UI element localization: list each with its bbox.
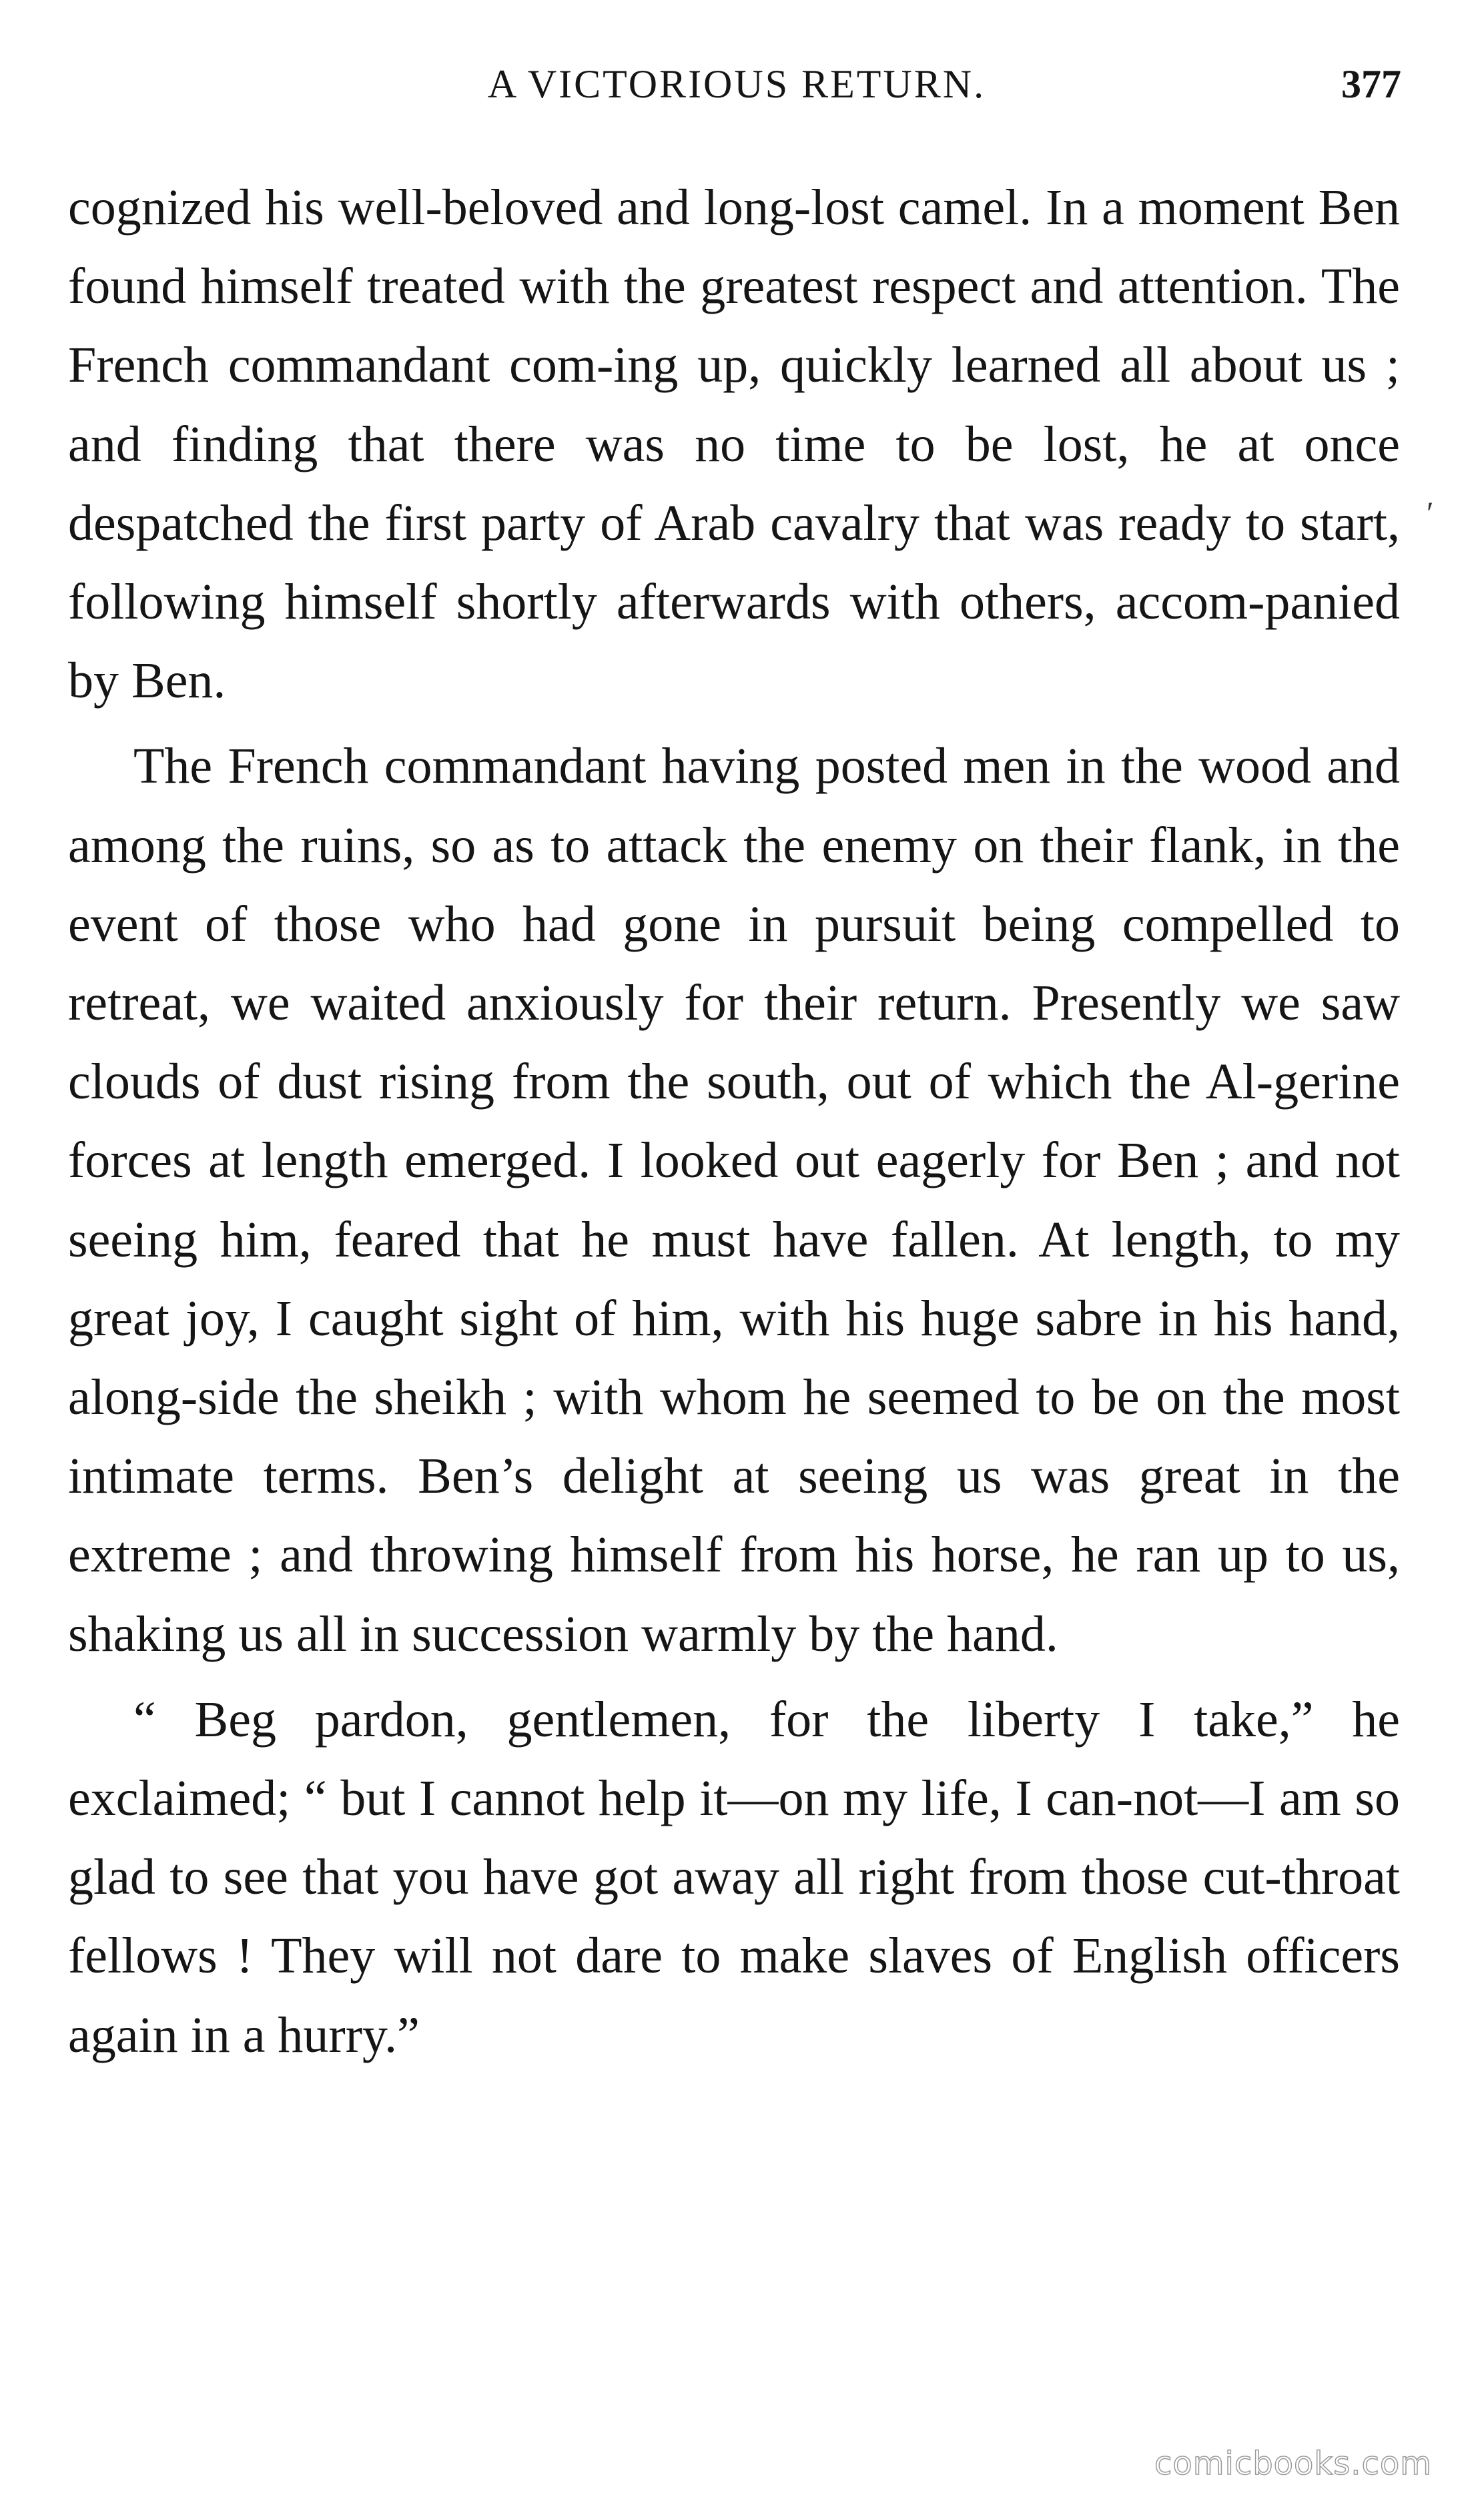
- paragraph-commandant: The French commandant having posted men in the wood and among the ruins, so as to attack the enemy on their flank, in the event of those who had gone in pursuit being compelled to retreat, we waited anxiously for their return. Presently we saw clouds of dust rising from the south, out of which the Al-gerine forces at length emerged. I looked out eagerly for Ben ; and not seeing him, feared that he must have fallen. At length, to my great joy, I caught sight of him, with his huge sabre in his hand, along-side the sheikh ; with whom he seemed to be on the most intimate terms. Ben’s delight at seeing us was great in the extreme ; and throwing himself from his horse, he ran up to us, shaking us all in succession warmly by the hand.: [68, 738, 1400, 1662]
- paragraph-continued: cognized his well-beloved and long-lost camel. In a moment Ben found himself treated with the greatest respect and attention. The French commandant com-ing up, quickly learned all about us ; and finding that there was no time to be lost, he at once despatched the first party of Arab cavalry that was ready to start, following himself shortly afterwards with others, accom-panied by Ben.: [68, 180, 1400, 709]
- watermark: comicbooks.com: [1154, 2445, 1432, 2482]
- running-title: A VICTORIOUS RETURN.: [487, 62, 986, 106]
- running-head: [72, 61, 1401, 115]
- page-number: 377: [1341, 62, 1401, 106]
- paragraph-ben-speech: “ Beg pardon, gentlemen, for the liberty I take,” he exclaimed; “ but I cannot help it—on my life, I can-not—I am so glad to see that you have got away all right from those cut-throat fellows ! They will not dare to make slaves of English officers again in a hurry.”: [68, 1691, 1400, 2063]
- margin-mark: ′: [1427, 496, 1434, 531]
- body-text: [68, 168, 1400, 2075]
